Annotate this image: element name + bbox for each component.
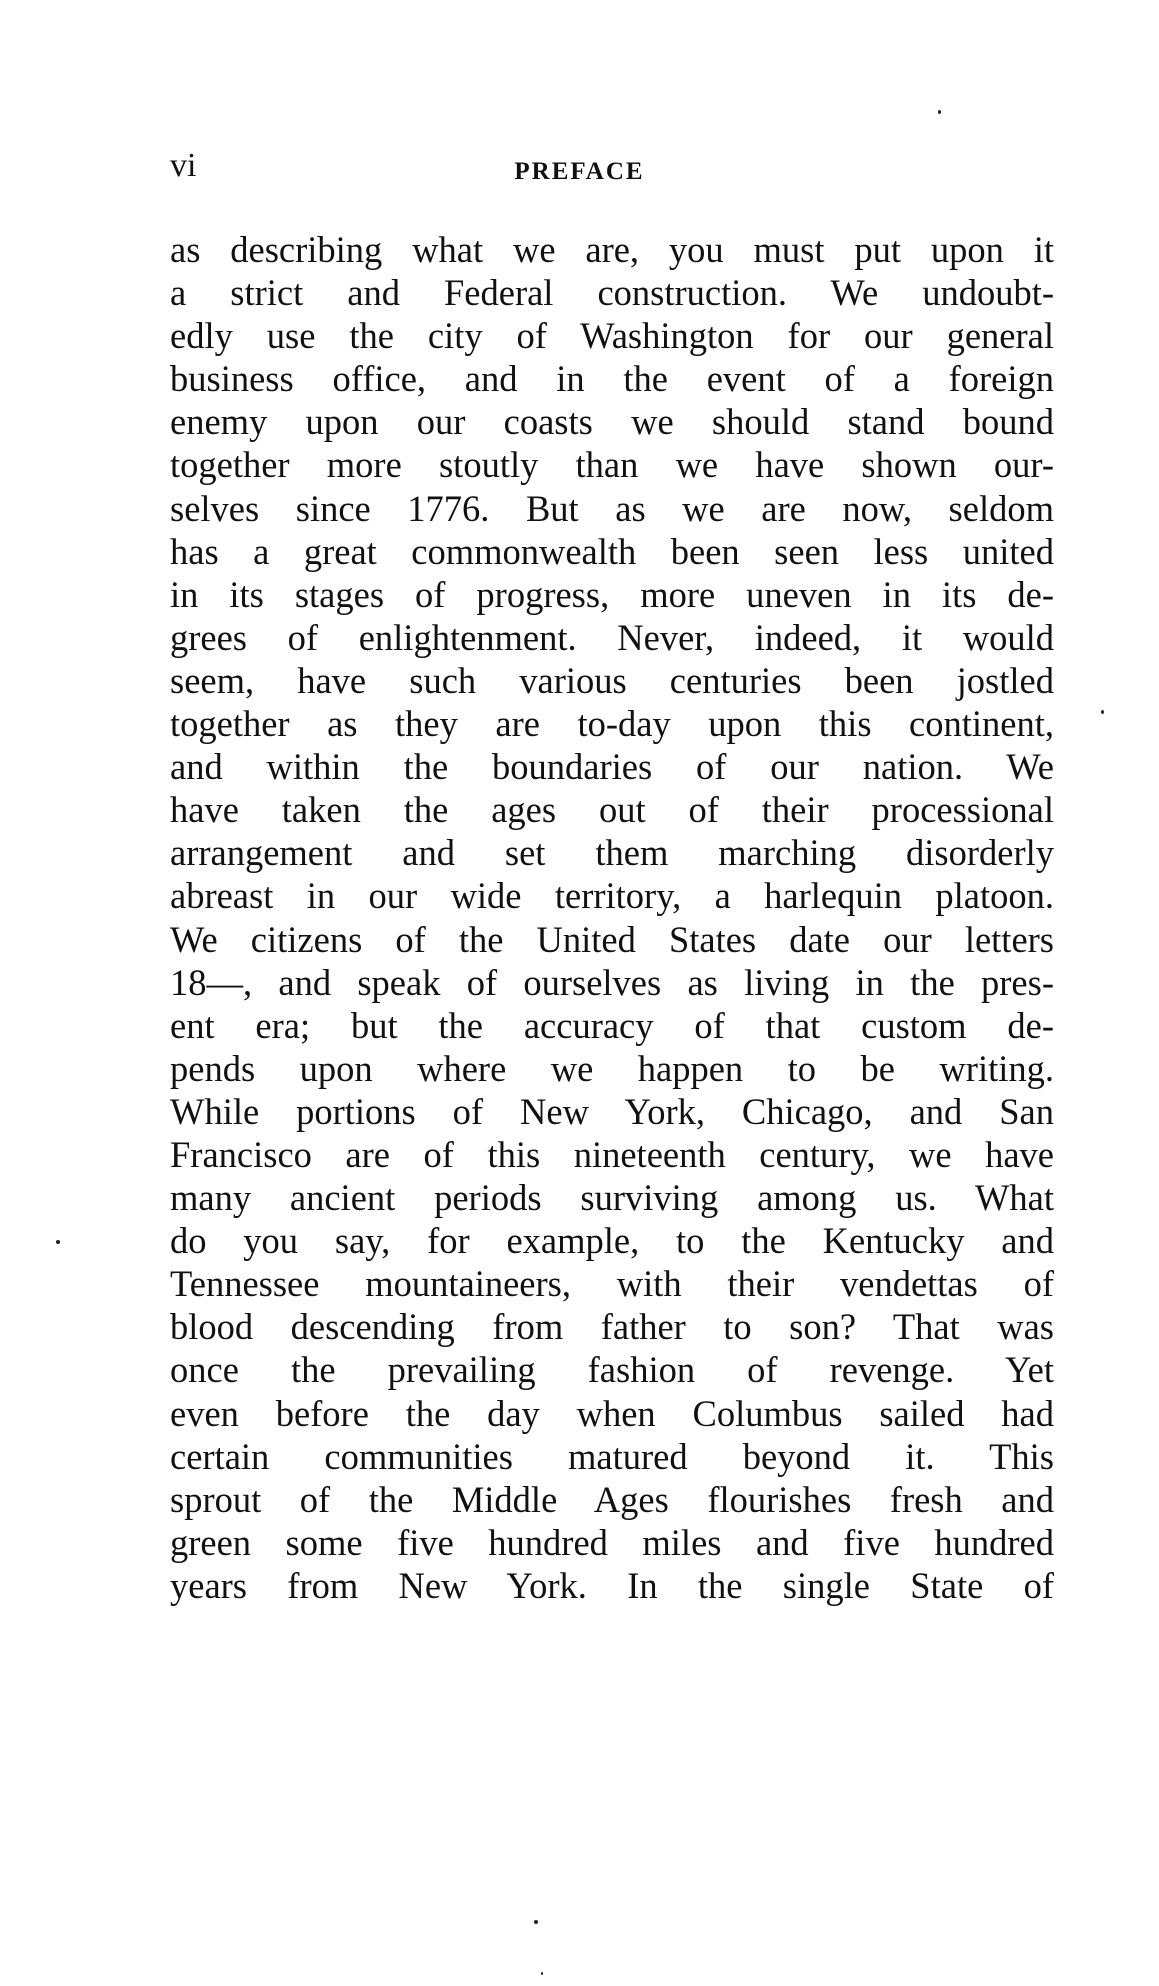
folio-page-number: vi (170, 147, 197, 184)
text-line: certain communities matured beyond it. This (170, 1435, 1054, 1477)
text-line: business office, and in the event of a foreign (170, 358, 1054, 400)
text-line: arrangement and set them marching disorderly (170, 832, 1054, 874)
text-line: seem, have such various centuries been jostled (170, 659, 1054, 701)
text-line: abreast in our wide territory, a harlequin platoon. (170, 875, 1054, 917)
text-line: ent era; but the accuracy of that custom de- (170, 1004, 1054, 1046)
text-line: and within the boundaries of our nation. We (170, 746, 1054, 788)
text-line: edly use the city of Washington for our general (170, 315, 1054, 357)
text-line: have taken the ages out of their processional (170, 789, 1054, 831)
text-line: 18—, and speak of ourselves as living in the pres- (170, 961, 1054, 1003)
text-line: even before the day when Columbus sailed had (170, 1392, 1054, 1434)
text-line: has a great commonwealth been seen less united (170, 530, 1054, 572)
text-line: selves since 1776. But as we are now, seldom (170, 487, 1054, 529)
text-line: While portions of New York, Chicago, and San (170, 1090, 1054, 1132)
text-line: blood descending from father to son? That was (170, 1306, 1054, 1348)
text-line: once the prevailing fashion of revenge. Yet (170, 1349, 1054, 1391)
text-line: together as they are to-day upon this continent, (170, 703, 1054, 745)
text-line: grees of enlightenment. Never, indeed, it would (170, 616, 1054, 658)
text-line: We citizens of the United States date our letters (170, 918, 1054, 960)
scan-speck (534, 1920, 538, 1924)
text-line: as describing what we are, you must put upon it (170, 229, 1054, 270)
text-line: do you say, for example, to the Kentucky and (170, 1220, 1054, 1262)
text-line: a strict and Federal construction. We undoubt- (170, 272, 1054, 314)
text-line: enemy upon our coasts we should stand bound (170, 401, 1054, 443)
text-line: years from New York. In the single State of (170, 1564, 1054, 1606)
text-line: Tennessee mountaineers, with their vendettas of (170, 1263, 1054, 1305)
body-text (170, 228, 1054, 1607)
text-line: many ancient periods surviving among us. What (170, 1177, 1054, 1219)
scan-speck (938, 110, 941, 114)
scan-speck (56, 1240, 60, 1244)
text-line: green some five hundred miles and five hundred (170, 1521, 1054, 1563)
text-line: Francisco are of this nineteenth century, we have (170, 1133, 1054, 1175)
text-line: pends upon where we happen to be writing. (170, 1047, 1054, 1089)
text-line: together more stoutly than we have shown our- (170, 444, 1054, 486)
text-line: in its stages of progress, more uneven in its de- (170, 573, 1054, 615)
running-head: PREFACE (514, 158, 645, 185)
text-line: sprout of the Middle Ages flourishes fresh and (170, 1478, 1054, 1520)
scan-speck (1101, 710, 1104, 714)
scan-speck (541, 1972, 543, 1975)
